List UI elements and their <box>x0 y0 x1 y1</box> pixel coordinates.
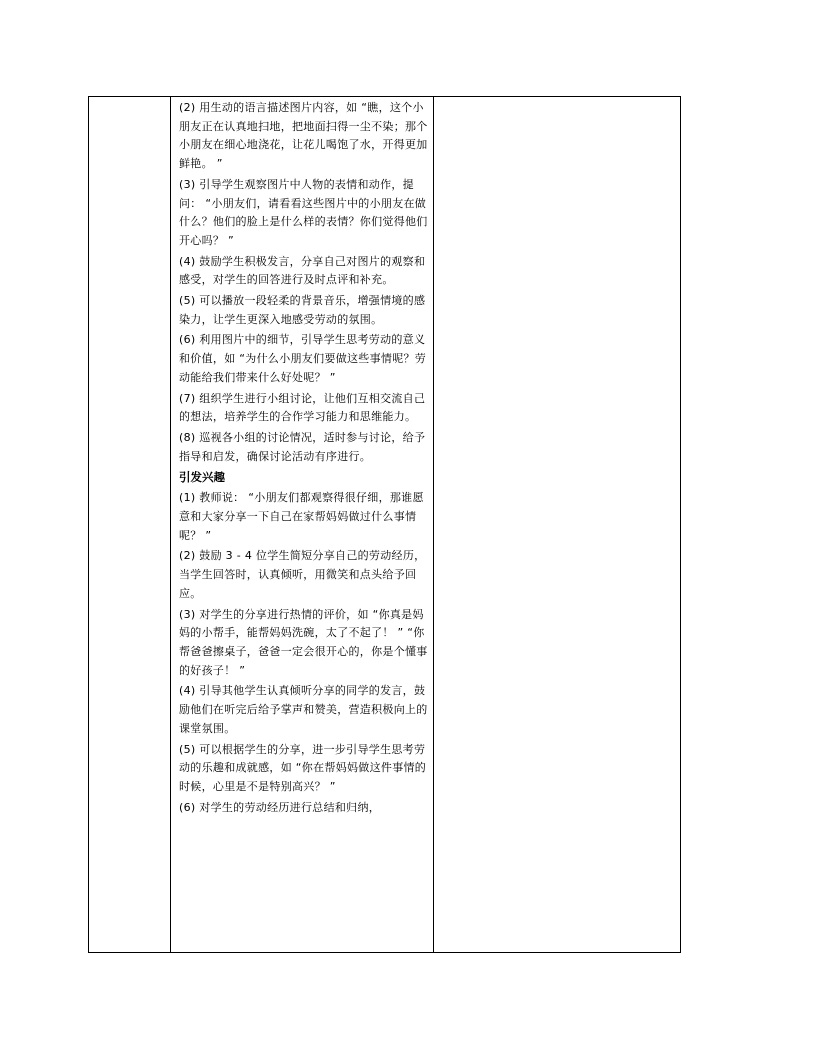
paragraph: (4) 引导其他学生认真倾听分享的同学的发言，鼓励他们在听完后给予掌声和赞美，营造积极向上的课堂氛围。 <box>179 684 428 735</box>
paragraph: (6) 对学生的劳动经历进行总结和归纳， <box>179 800 381 814</box>
paragraph: (6) 利用图片中的细节，引导学生思考劳动的意义和价值，如 “为什么小朋友们要做这些事情呢？劳动能给我们带来什么好处呢？ ” <box>179 333 427 384</box>
left-cell <box>89 97 171 953</box>
paragraph: (3) 对学生的分享进行热情的评价，如 “你真是妈妈的小帮手，能帮妈妈洗碗，太了不起了！ ” “你帮爸爸擦桌子，爸爸一定会很开心的，你是个懂事的好孩子！ ” <box>179 607 428 677</box>
paragraph: (2) 鼓励 3 - 4 位学生简短分享自己的劳动经历，当学生回答时，认真倾听，用微笑和点头给予回应。 <box>179 549 426 600</box>
paragraph: (2) 用生动的语言描述图片内容，如 “瞧，这个小朋友正在认真地扫地，把地面扫得一尘不染；那个小朋友在细心地浇花，让花儿喝饱了水，开得更加鲜艳。 ” <box>179 101 428 171</box>
content-cell <box>171 97 434 953</box>
paragraph: (3) 引导学生观察图片中人物的表情和动作，提问： “小朋友们，请看看这些图片中的小朋友在做什么？他们的脸上是什么样的表情？你们觉得他们开心吗？ ” <box>179 177 428 247</box>
table-row <box>89 97 681 953</box>
paragraph: (7) 组织学生进行小组讨论，让他们互相交流自己的想法，培养学生的合作学习能力和思维能力。 <box>179 391 426 424</box>
paragraph: (8) 巡视各小组的讨论情况，适时参与讨论，给予指导和启发，确保讨论活动有序进行。 <box>179 430 426 463</box>
section-heading: 引发兴趣 <box>179 470 225 485</box>
content-text <box>171 97 433 817</box>
paragraph: (5) 可以播放一段轻柔的背景音乐，增强情境的感染力，让学生更深入地感受劳动的氛围。 <box>179 294 426 326</box>
right-cell <box>434 97 681 953</box>
paragraph: (4) 鼓励学生积极发言，分享自己对图片的观察和感受，对学生的回答进行及时点评和补充。 <box>179 254 426 287</box>
lesson-plan-table <box>88 96 681 953</box>
paragraph: (5) 可以根据学生的分享，进一步引导学生思考劳动的乐趣和成就感，如 “你在帮妈妈做这件事情的时候，心里是不是特别高兴？ ” <box>179 742 427 793</box>
paragraph: (1) 教师说： “小朋友们都观察得很仔细，那谁愿意和大家分享一下自己在家帮妈妈做过什么事情呢？ ” <box>179 491 424 542</box>
